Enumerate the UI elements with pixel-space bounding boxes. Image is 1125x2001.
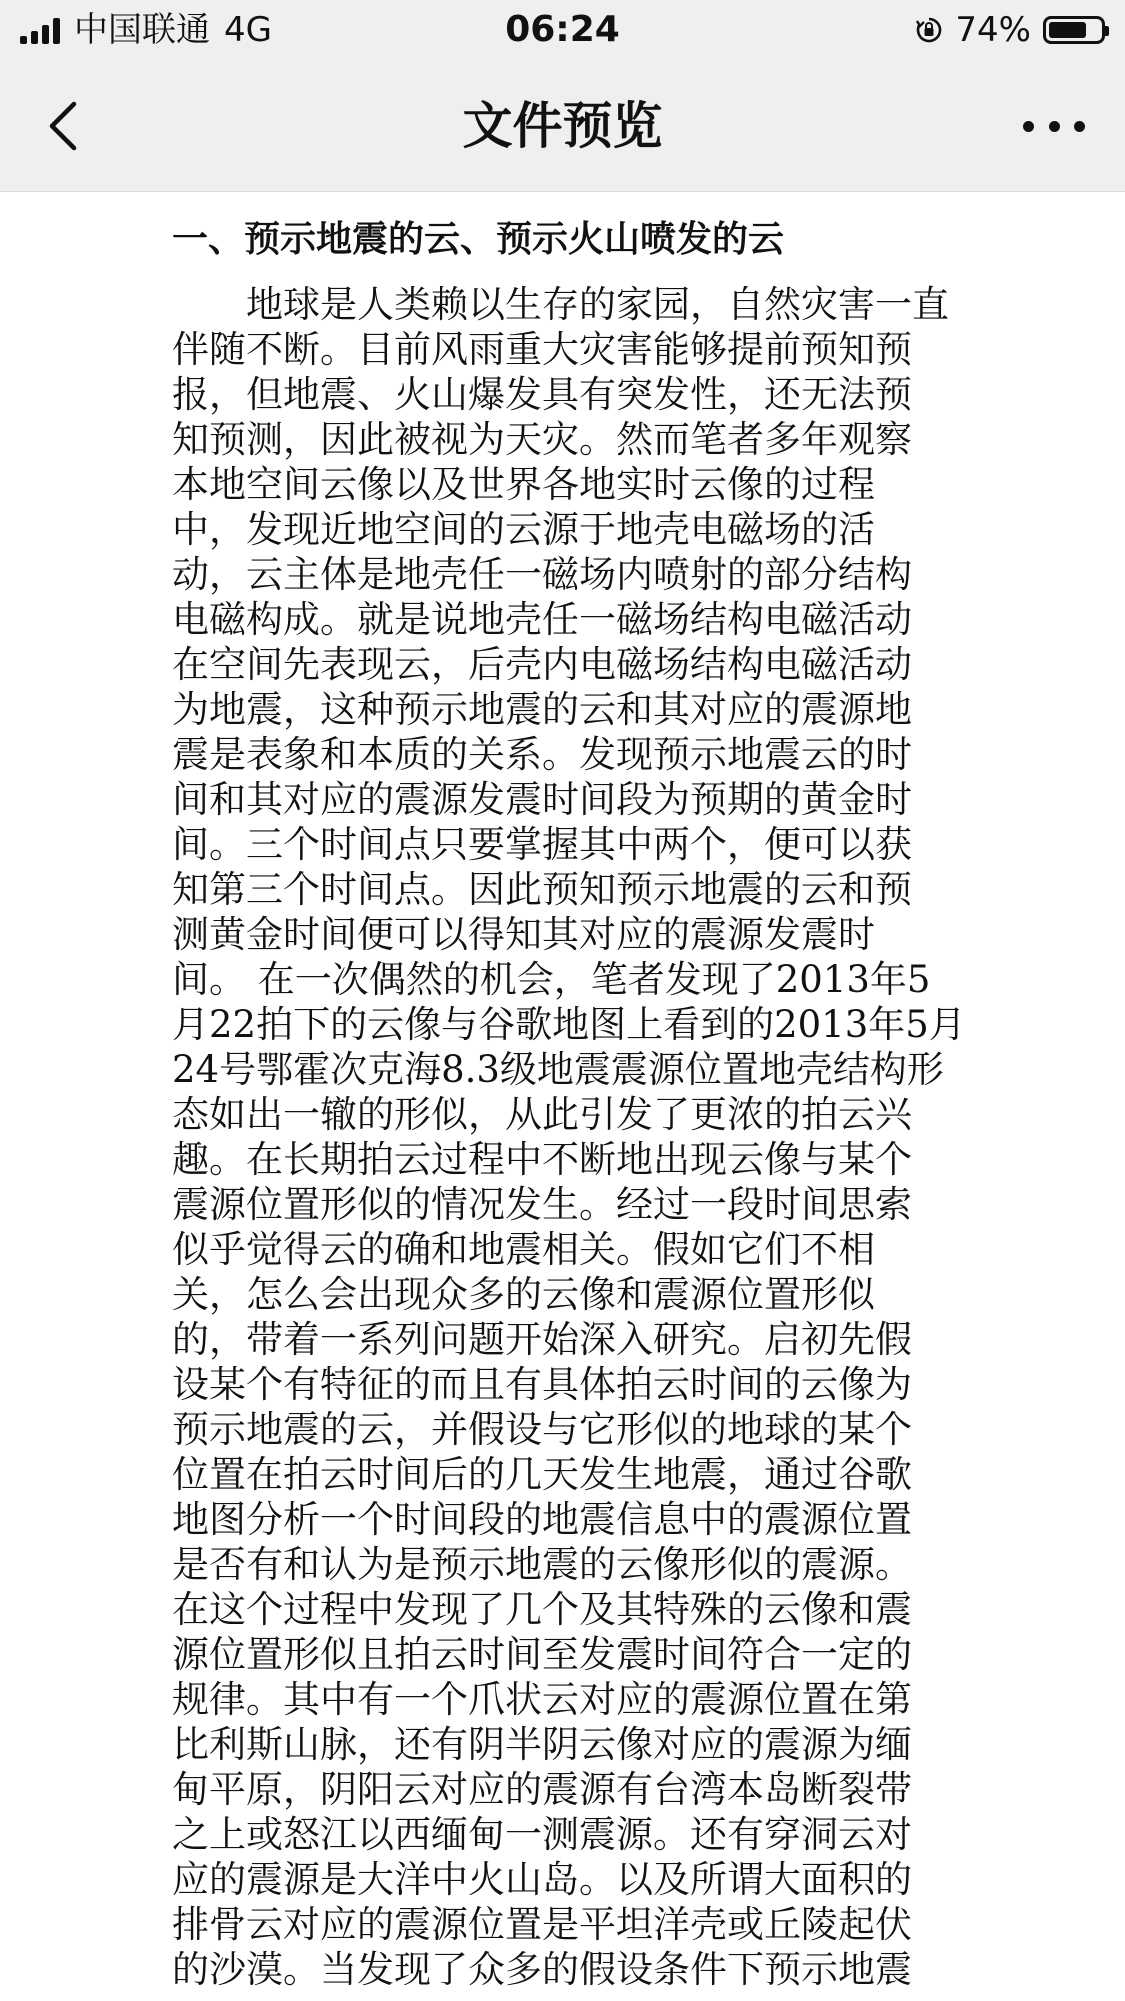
more-dot — [1023, 121, 1034, 132]
more-horizontal-icon[interactable] — [1023, 104, 1085, 148]
document-line: 间。 在一次偶然的机会，笔者发现了2013年5 — [172, 958, 931, 1001]
document-line: 震是表象和本质的关系。发现预示地震云的时 — [172, 733, 912, 776]
battery-percent: 74% — [955, 10, 1031, 50]
battery-fill — [1049, 22, 1086, 38]
document-line: 在这个过程中发现了几个及其特殊的云像和震 — [172, 1588, 912, 1631]
more-dot — [1074, 121, 1085, 132]
navigation-bar — [0, 60, 1125, 192]
document-line: 规律。其中有一个爪状云对应的震源位置在第 — [172, 1678, 912, 1721]
document-line: 月22拍下的云像与谷歌地图上看到的2013年5月 — [172, 1003, 966, 1046]
document-line: 地图分析一个时间段的地震信息中的震源位置 — [172, 1498, 912, 1541]
document-line: 间。三个时间点只要掌握其中两个，便可以获 — [172, 823, 912, 866]
document-line: 趣。在长期拍云过程中不断地出现云像与某个 — [172, 1138, 912, 1181]
battery-icon — [1043, 16, 1105, 44]
document-line: 是否有和认为是预示地震的云像形似的震源。 — [172, 1543, 912, 1586]
document-line: 动，云主体是地壳任一磁场内喷射的部分结构 — [172, 553, 912, 596]
document-line: 测黄金时间便可以得知其对应的震源发震时 — [172, 913, 875, 956]
document-line: 电磁构成。就是说地壳任一磁场结构电磁活动 — [172, 598, 912, 641]
document-line: 24号鄂霍次克海8.3级地震震源位置地壳结构形 — [172, 1048, 944, 1091]
document-line: 地球是人类赖以生存的家园，自然灾害一直 — [172, 283, 949, 326]
document-line: 排骨云对应的震源位置是平坦洋壳或丘陵起伏 — [172, 1903, 912, 1946]
document-line: 关，怎么会出现众多的云像和震源位置形似 — [172, 1273, 875, 1316]
network-type: 4G — [224, 10, 272, 50]
document-heading: 一、预示地震的云、预示火山喷发的云 — [172, 219, 785, 260]
document-line: 在空间先表现云，后壳内电磁场结构电磁活动 — [172, 643, 912, 686]
document-line: 知预测，因此被视为天灾。然而笔者多年观察 — [172, 418, 912, 461]
document-body — [172, 282, 966, 1992]
status-bar — [0, 0, 1125, 60]
more-dot — [1049, 121, 1060, 132]
document-preview[interactable] — [0, 192, 1125, 2001]
document-line: 报，但地震、火山爆发具有突发性，还无法预 — [172, 373, 912, 416]
document-line: 甸平原，阴阳云对应的震源有台湾本岛断裂带 — [172, 1768, 912, 1811]
document-line: 的，带着一系列问题开始深入研究。启初先假 — [172, 1318, 912, 1361]
orientation-lock-icon — [915, 16, 943, 44]
document-line: 伴随不断。目前风雨重大灾害能够提前预知预 — [172, 328, 912, 371]
carrier-name: 中国联通 — [74, 10, 210, 50]
document-line: 设某个有特征的而且有具体拍云时间的云像为 — [172, 1363, 912, 1406]
document-line: 应的震源是大洋中火山岛。以及所谓大面积的 — [172, 1858, 912, 1901]
status-right — [915, 10, 1105, 50]
document-line: 的沙漠。当发现了众多的假设条件下预示地震 — [172, 1948, 912, 1991]
page-title: 文件预览 — [462, 97, 663, 155]
document-line: 中，发现近地空间的云源于地壳电磁场的活 — [172, 508, 875, 551]
document-line: 比利斯山脉，还有阴半阴云像对应的震源为缅 — [172, 1723, 912, 1766]
document-line: 似乎觉得云的确和地震相关。假如它们不相 — [172, 1228, 875, 1271]
status-time: 06:24 — [505, 9, 620, 50]
document-line: 间和其对应的震源发震时间段为预期的黄金时 — [172, 778, 912, 821]
document-line: 本地空间云像以及世界各地实时云像的过程 — [172, 463, 875, 506]
document-line: 位置在拍云时间后的几天发生地震，通过谷歌 — [172, 1453, 912, 1496]
document-line: 预示地震的云，并假设与它形似的地球的某个 — [172, 1408, 912, 1451]
document-line: 态如出一辙的形似，从此引发了更浓的拍云兴 — [172, 1093, 912, 1136]
document-line: 源位置形似且拍云时间至发震时间符合一定的 — [172, 1633, 912, 1676]
document-line: 之上或怒江以西缅甸一测震源。还有穿洞云对 — [172, 1813, 912, 1856]
document-line: 为地震，这种预示地震的云和其对应的震源地 — [172, 688, 912, 731]
document-line: 知第三个时间点。因此预知预示地震的云和预 — [172, 868, 912, 911]
document-line: 震源位置形似的情况发生。经过一段时间思索 — [172, 1183, 912, 1226]
